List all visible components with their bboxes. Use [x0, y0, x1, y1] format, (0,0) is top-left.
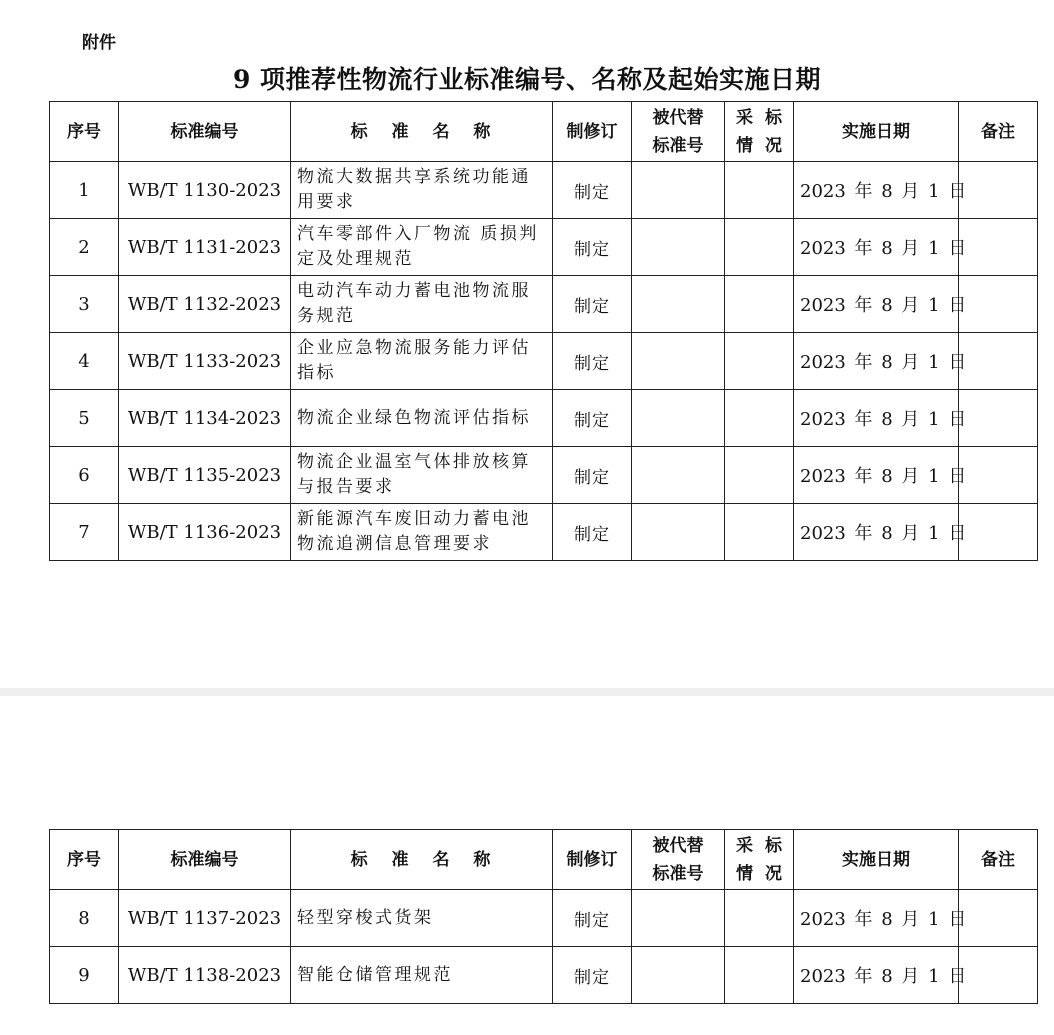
cell-replaced [632, 390, 725, 447]
header-adoption [725, 102, 794, 162]
header-adoption-line1: 采 标 [736, 107, 782, 128]
cell-code: WB/T 1138-2023 [119, 947, 291, 1004]
header-remark: 备注 [959, 102, 1038, 162]
cell-adoption [725, 390, 794, 447]
cell-adoption [725, 447, 794, 504]
document-title: 9 项推荐性物流行业标准编号、名称及起始实施日期 [232, 65, 822, 94]
cell-adoption [725, 276, 794, 333]
header-no: 序号 [50, 830, 119, 890]
cell-no: 6 [50, 447, 119, 504]
header-replaced-line2: 标准号 [652, 863, 704, 884]
standards-table-page-1 [49, 101, 1038, 561]
cell-remark [959, 390, 1038, 447]
cell-name: 轻型穿梭式货架 [291, 890, 553, 947]
header-replaced-line1: 被代替 [652, 835, 704, 856]
header-no: 序号 [50, 102, 119, 162]
cell-code: WB/T 1131-2023 [119, 219, 291, 276]
header-date: 实施日期 [794, 102, 959, 162]
standards-table-page-2 [49, 829, 1038, 1004]
cell-name: 汽车零部件入厂物流 质损判定及处理规范 [291, 219, 553, 276]
cell-adoption [725, 333, 794, 390]
header-adoption-line1: 采 标 [736, 835, 782, 856]
cell-remark [959, 333, 1038, 390]
cell-date: 2023 年 8 月 1 日 [794, 947, 959, 1004]
cell-name: 物流企业绿色物流评估指标 [291, 390, 553, 447]
cell-remark [959, 504, 1038, 561]
cell-replaced [632, 447, 725, 504]
header-adoption [725, 830, 794, 890]
cell-name: 电动汽车动力蓄电池物流服务规范 [291, 276, 553, 333]
cell-no: 7 [50, 504, 119, 561]
cell-name: 新能源汽车废旧动力蓄电池物流追溯信息管理要求 [291, 504, 553, 561]
cell-no: 3 [50, 276, 119, 333]
cell-code: WB/T 1132-2023 [119, 276, 291, 333]
header-name: 标 准 名 称 [291, 830, 553, 890]
page-separator [0, 688, 1054, 696]
header-adoption-line2: 情 况 [736, 863, 782, 884]
table-row [50, 390, 1038, 447]
header-replaced-line1: 被代替 [652, 107, 704, 128]
cell-adoption [725, 504, 794, 561]
cell-revision: 制定 [553, 447, 632, 504]
cell-date: 2023 年 8 月 1 日 [794, 219, 959, 276]
table-row [50, 276, 1038, 333]
table-row [50, 162, 1038, 219]
cell-revision: 制定 [553, 947, 632, 1004]
cell-code: WB/T 1130-2023 [119, 162, 291, 219]
cell-adoption [725, 219, 794, 276]
cell-date: 2023 年 8 月 1 日 [794, 390, 959, 447]
header-date: 实施日期 [794, 830, 959, 890]
cell-revision: 制定 [553, 333, 632, 390]
attachment-label: 附件 [82, 33, 116, 53]
header-replaced-line2: 标准号 [652, 135, 704, 156]
cell-no: 9 [50, 947, 119, 1004]
cell-name: 物流企业温室气体排放核算与报告要求 [291, 447, 553, 504]
cell-no: 2 [50, 219, 119, 276]
cell-replaced [632, 947, 725, 1004]
cell-remark [959, 447, 1038, 504]
cell-code: WB/T 1134-2023 [119, 390, 291, 447]
cell-replaced [632, 333, 725, 390]
cell-replaced [632, 219, 725, 276]
cell-date: 2023 年 8 月 1 日 [794, 162, 959, 219]
cell-no: 1 [50, 162, 119, 219]
cell-remark [959, 947, 1038, 1004]
cell-no: 4 [50, 333, 119, 390]
cell-revision: 制定 [553, 504, 632, 561]
cell-revision: 制定 [553, 390, 632, 447]
cell-date: 2023 年 8 月 1 日 [794, 276, 959, 333]
cell-name: 企业应急物流服务能力评估指标 [291, 333, 553, 390]
table-row [50, 447, 1038, 504]
table-row [50, 890, 1038, 947]
header-name: 标 准 名 称 [291, 102, 553, 162]
table-header-row [50, 102, 1038, 162]
cell-adoption [725, 947, 794, 1004]
header-adoption-line2: 情 况 [736, 135, 782, 156]
header-remark: 备注 [959, 830, 1038, 890]
header-revision: 制修订 [553, 102, 632, 162]
table-header-row [50, 830, 1038, 890]
cell-date: 2023 年 8 月 1 日 [794, 447, 959, 504]
cell-code: WB/T 1135-2023 [119, 447, 291, 504]
cell-code: WB/T 1136-2023 [119, 504, 291, 561]
cell-no: 8 [50, 890, 119, 947]
cell-date: 2023 年 8 月 1 日 [794, 890, 959, 947]
header-code: 标准编号 [119, 830, 291, 890]
header-revision: 制修订 [553, 830, 632, 890]
cell-name: 物流大数据共享系统功能通用要求 [291, 162, 553, 219]
table-row [50, 504, 1038, 561]
cell-revision: 制定 [553, 890, 632, 947]
cell-name: 智能仓储管理规范 [291, 947, 553, 1004]
cell-code: WB/T 1137-2023 [119, 890, 291, 947]
cell-remark [959, 219, 1038, 276]
cell-revision: 制定 [553, 219, 632, 276]
header-replaced [632, 102, 725, 162]
cell-replaced [632, 504, 725, 561]
cell-revision: 制定 [553, 162, 632, 219]
header-code: 标准编号 [119, 102, 291, 162]
cell-code: WB/T 1133-2023 [119, 333, 291, 390]
cell-replaced [632, 276, 725, 333]
cell-remark [959, 276, 1038, 333]
cell-remark [959, 890, 1038, 947]
cell-replaced [632, 890, 725, 947]
cell-revision: 制定 [553, 276, 632, 333]
cell-no: 5 [50, 390, 119, 447]
cell-date: 2023 年 8 月 1 日 [794, 333, 959, 390]
table-row [50, 219, 1038, 276]
cell-remark [959, 162, 1038, 219]
cell-date: 2023 年 8 月 1 日 [794, 504, 959, 561]
table-row [50, 333, 1038, 390]
header-replaced [632, 830, 725, 890]
table-row [50, 947, 1038, 1004]
cell-adoption [725, 890, 794, 947]
cell-replaced [632, 162, 725, 219]
document-page-2 [0, 696, 1054, 1035]
cell-adoption [725, 162, 794, 219]
